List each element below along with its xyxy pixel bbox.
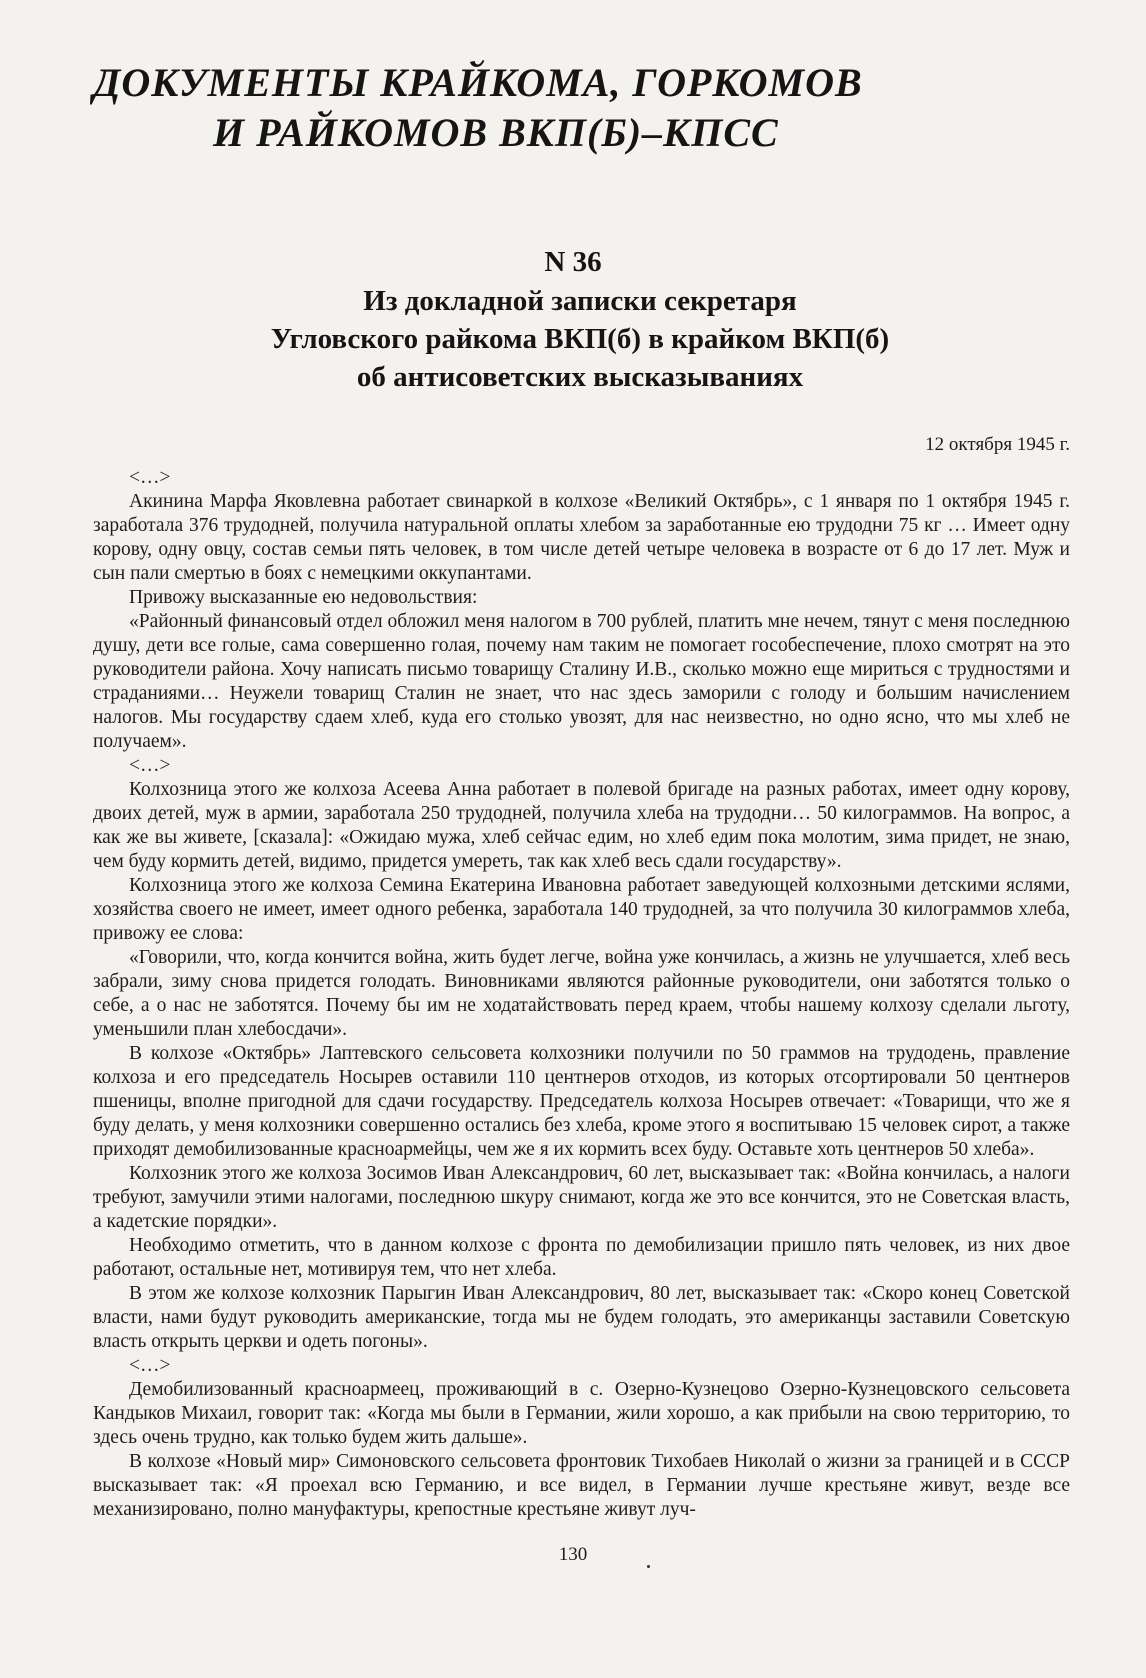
body-paragraph: Необходимо отметить, что в данном колхозе с фронта по демобилизации пришло пять человек, из них двое работают, остальные нет, мотивируя тем, что нет хлеба. (93, 1235, 1070, 1280)
page-number: 130 (558, 1544, 588, 1565)
body-paragraph: Колхозница этого же колхоза Семина Екатерина Ивановна работает заведующей колхозными детскими яслями, хозяйства своего не имеет, имеет одного ребенка, заработала 140 трудодней, за что получила 30 килограммов хлеба, привожу ее слова: (93, 875, 1070, 944)
document-title-line: об антисоветских высказываниях (356, 361, 804, 393)
scan-dot (647, 1565, 650, 1568)
body-paragraph: Привожу высказанные ею недовольствия: (129, 587, 478, 608)
body-paragraph: «Говорили, что, когда кончится война, жить будет легче, война уже кончилась, а жизнь не улучшается, хлеб весь забрали, зиму снова придется голодать. Виновниками являются районные руководители, они заботятся только о себе, а о нас не заботятся. Почему бы им не ходатайствовать перед краем, чтобы нашему колхозу сделали льготу, уменьшили план хлебосдачи». (93, 947, 1070, 1040)
body-paragraph: <…> (129, 1355, 171, 1376)
body-paragraph: «Районный финансовый отдел обложил меня налогом в 700 рублей, платить мне нечем, тянут с меня последнюю душу, дети все голые, сама совершенно голая, почему нам таким не помогает гособеспечение, плохо смотрят на это руководители района. Хочу написать письмо товарищу Сталину И.В., сколько можно еще мириться с трудностями и страданиями… Неужели товарищ Сталин не знает, что нас здесь заморили с голоду и большим начислением налогов. Мы государству сдаем хлеб, куда его столько увозят, для нас неизвестно, но одно ясно, что мы хлеб не получаем». (93, 611, 1070, 752)
body-paragraph: Колхозница этого же колхоза Асеева Анна работает в полевой бригаде на разных работах, имеет одну корову, двоих детей, муж в армии, заработала 250 трудодней, получила хлеба на трудодни… 50 килограммов. На вопрос, а как же вы живете, [сказала]: «Ожидаю мужа, хлеб сейчас едим, но хлеб едим пока молотим, зима придет, не знаю, чем буду кормить детей, видимо, придется умереть, так как хлеб весь сдали государству». (93, 779, 1070, 872)
body-paragraph: В колхозе «Новый мир» Симоновского сельсовета фронтовик Тихобаев Николай о жизни за границей и в СССР высказывает так: «Я проехал всю Германию, и все видел, в Германии лучше крестьяне живут, везде все механизировано, полно мануфактуры, крепостные крестьяне живут луч- (93, 1451, 1070, 1520)
document-number: N 36 (544, 246, 602, 278)
body-paragraph: <…> (129, 755, 171, 776)
body-paragraph: В колхозе «Октябрь» Лаптевского сельсовета колхозники получили по 50 граммов на трудодень, правление колхоза и его председатель Носырев оставили 110 центнеров отходов, из которых отсортировали 50 центнеров пшеницы, вполне пригодной для сдачи государству. Председатель колхоза Носырев отвечает: «Товарищи, что же я буду делать, у меня колхозники совершенно остались без хлеба, кроме этого я воспитываю 15 человек сирот, а также приходят демобилизованные красноармейцы, чем же я их кормить всех буду. Оставьте хоть центнеров 50 хлеба». (93, 1043, 1070, 1160)
document-title-line: Из докладной записки секретаря (363, 285, 797, 317)
section-heading (88, 58, 988, 158)
body-paragraph: Демобилизованный красноармеец, проживающий в с. Озерно-Кузнецово Озерно-Кузнецовского сельсовета Кандыков Михаил, говорит так: «Когда мы были в Германии, жили хорошо, а как прибыли на свою территорию, то здесь очень трудно, как только будем жить дальше». (93, 1379, 1070, 1448)
body-paragraph: <…> (129, 467, 171, 488)
document-title-line: Угловского райкома ВКП(б) в крайком ВКП(б) (270, 323, 890, 355)
body-paragraph: Колхозник этого же колхоза Зосимов Иван Александрович, 60 лет, высказывает так: «Война кончилась, а налоги требуют, замучили этими налогами, последнюю шкуру снимают, когда же это все кончится, это не Советская власть, а кадетские порядки». (93, 1163, 1070, 1232)
document-date: 12 октября 1945 г. (925, 434, 1070, 455)
section-heading-line-2: И РАЙКОМОВ ВКП(Б)–КПСС (213, 110, 779, 155)
document-title (130, 282, 1030, 396)
body-paragraph: Акинина Марфа Яковлевна работает свинаркой в колхозе «Великий Октябрь», с 1 января по 1 октября 1945 г. заработала 376 трудодней, получила натуральной оплаты хлебом за заработанные ею трудодни 75 кг … Имеет одну корову, одну овцу, состав семьи пять человек, в том числе детей четыре человека в возрасте от 6 до 17 лет. Муж и сын пали смертью в боях с немецкими оккупантами. (93, 491, 1070, 584)
section-heading-line-1: ДОКУМЕНТЫ КРАЙКОМА, ГОРКОМОВ (93, 60, 863, 105)
body-paragraph: В этом же колхозе колхозник Парыгин Иван Александрович, 80 лет, высказывает так: «Скоро конец Советской власти, нами будут руководить американские, тогда мы не будем голодать, это американцы заставили Советскую власть открыть церкви и одеть погоны». (93, 1283, 1070, 1352)
body-text (93, 466, 1070, 1522)
